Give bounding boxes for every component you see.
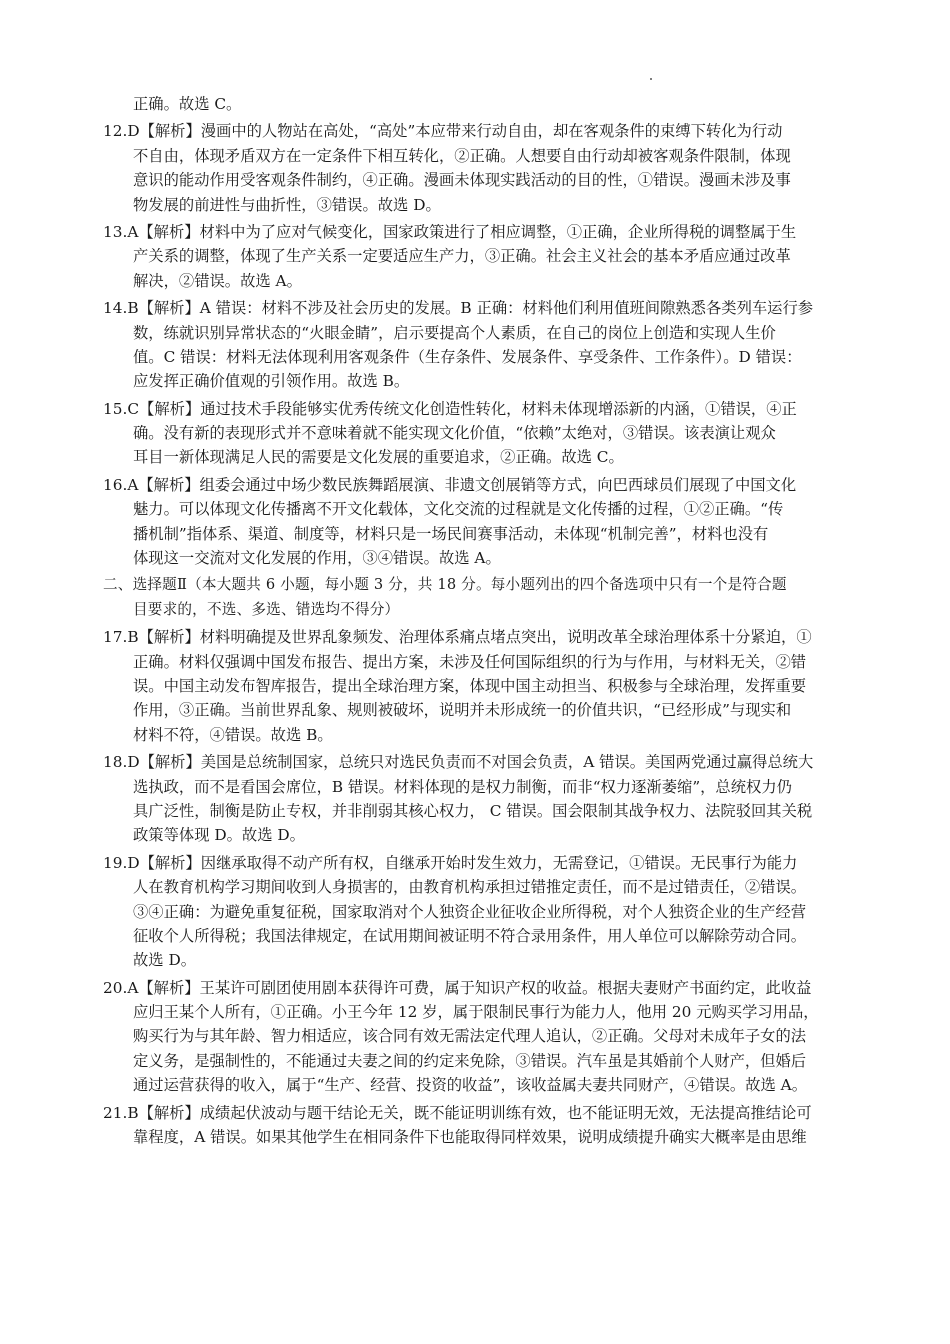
answer-line: 应归王某个人所有，①正确。小王今年 12 岁，属于限制民事行为能力人，他用 20 元购买学习用品， (133, 1003, 819, 1022)
answer-first-line: 16.A【解析】组委会通过中场少数民族舞蹈展演、非遗文创展销等方式，向巴西球员们展现了中国文化 (103, 475, 797, 494)
answer-first-line: 20.A【解析】王某许可剧团使用剧本获得许可费，属于知识产权的收益。根据夫妻财产书面约定，此收益 (103, 978, 812, 997)
answer-list-part2 (0, 625, 950, 1149)
answer-line: 人在教育机构学习期间收到人身损害的，由教育机构承担过错推定责任，而不是过错责任，②错误。 (133, 878, 807, 897)
answer-line: 播机制”指体系、渠道、制度等，材料只是一场民间赛事活动，未体现“机制完善”，材料也没有 (133, 524, 769, 543)
answer-line: ③④正确：为避免重复征税，国家取消对个人独资企业征收企业所得税，对个人独资企业的生产经营 (133, 902, 807, 921)
answer-item (0, 119, 950, 217)
answer-item (0, 1101, 950, 1150)
answer-item (0, 296, 950, 394)
answer-first-line: 12.D【解析】漫画中的人物站在高处，“高处”本应带来行动自由，却在客观条件的束缚下转化为行动 (103, 122, 783, 141)
answer-line: 征收个人所得税；我国法律规定，在试用期间被证明不符合录用条件，用人单位可以解除劳动合同。 (133, 926, 807, 945)
answer-line: 具广泛性，制衡是防止专权，并非削弱其核心权力， C 错误。国会限制其战争权力、法院驳回其关税 (133, 801, 813, 820)
answer-line: 靠程度，A 错误。如果其他学生在相同条件下也能取得同样效果，说明成绩提升确实大概率是由思维 (133, 1128, 807, 1147)
answer-line: 体现这一交流对文化发展的作用，③④错误。故选 A。 (133, 549, 501, 568)
answer-line: 故选 D。 (133, 951, 197, 970)
page-content (0, 92, 950, 1149)
answer-item (0, 473, 950, 571)
answer-line: 值。C 错误：材料无法体现利用客观条件（生存条件、发展条件、享受条件、工作条件）。D 错误： (133, 347, 802, 366)
answer-item (0, 851, 950, 973)
answer-line: 产关系的调整，体现了生产关系一定要适应生产力，③正确。社会主义社会的基本矛盾应通过改革 (133, 247, 791, 266)
answer-first-line: 21.B【解析】成绩起伏波动与题干结论无关，既不能证明训练有效，也不能证明无效，无法提高推结论可 (103, 1103, 812, 1122)
answer-first-line: 13.A【解析】材料中为了应对气候变化，国家政策进行了相应调整，①正确，企业所得税的调整属于生 (103, 222, 797, 241)
answer-line: 物发展的前进性与曲折性，③错误。故选 D。 (133, 195, 441, 214)
answer-list-part1 (0, 119, 950, 570)
answer-line: 正确。材料仅强调中国发布报告、提出方案，未涉及任何国际组织的行为与作用，与材料无关，②错 (133, 652, 807, 671)
answer-line: 政策等体现 D。故选 D。 (133, 826, 305, 845)
answer-line: 数，练就识别异常状态的“火眼金睛”，启示要提高个人素质，在自己的岗位上创造和实现人生价 (133, 323, 776, 342)
answer-first-line: 17.B【解析】材料明确提及世界乱象频发、治理体系痛点堵点突出，说明改革全球治理体系十分紧迫，① (103, 628, 812, 647)
answer-item (0, 750, 950, 848)
answer-first-line: 18.D【解析】美国是总统制国家，总统只对选民负责而不对国会负责，A 错误。美国两党通过赢得总统大 (103, 753, 814, 772)
section-heading-line: 目要求的，不选、多选、错选均不得分） (133, 600, 400, 618)
answer-first-line: 19.D【解析】因继承取得不动产所有权，自继承开始时发生效力，无需登记，①错误。无民事行为能力 (103, 853, 798, 872)
answer-line: 定义务，是强制性的，不能通过夫妻之间的约定来免除，③错误。汽车虽是其婚前个人财产，但婚后 (133, 1051, 807, 1070)
answer-line: 购买行为与其年龄、智力相适应，该合同有效无需法定代理人追认，②正确。父母对未成年子女的法 (133, 1027, 807, 1046)
answer-line: 误。中国主动发布智库报告，提出全球治理方案，体现中国主动担当、积极参与全球治理，发挥重要 (133, 676, 807, 695)
answer-item (0, 976, 950, 1098)
answer-item (0, 625, 950, 747)
answer-line: 应发挥正确价值观的引领作用。故选 B。 (133, 372, 410, 391)
answer-line: 不自由，体现矛盾双方在一定条件下相互转化，②正确。人想要自由行动却被客观条件限制，体现 (133, 146, 791, 165)
answer-line: 作用，③正确。当前世界乱象、规则被破坏，说明并未形成统一的价值共识，“已经形成”与现实和 (133, 701, 792, 720)
answer-line: 确。没有新的表现形式并不意味着就不能实现文化价值，“依赖”太绝对，③错误。该表演让观众 (133, 424, 776, 443)
answer-line: 魅力。可以体现文化传播离不开文化载体，文化交流的过程就是文化传播的过程，①②正确。“传 (133, 500, 784, 519)
continuation-line: 正确。故选 C。 (133, 95, 242, 113)
answer-item (0, 220, 950, 293)
answer-line: 材料不符，④错误。故选 B。 (133, 725, 333, 744)
answer-line: 意识的能动作用受客观条件制约，④正确。漫画未体现实践活动的目的性，①错误。漫画未涉及事 (133, 171, 791, 190)
scan-dot (650, 78, 652, 80)
answer-first-line: 15.C【解析】通过技术手段能够实优秀传统文化创造性转化，材料未体现增添新的内涵，①错误，④正 (103, 399, 797, 418)
answer-line: 通过运营获得的收入，属于“生产、经营、投资的收益”，该收益属夫妻共同财产，④错误。故选 A。 (133, 1076, 808, 1095)
answer-line: 选执政，而不是看国会席位，B 错误。材料体现的是权力制衡，而非“权力逐渐萎缩”，总统权力仍 (133, 777, 792, 796)
answer-line: 耳目一新体现满足人民的需要是文化发展的重要追求，②正确。故选 C。 (133, 448, 624, 467)
answer-item (0, 397, 950, 470)
section-heading-line: 二、选择题Ⅱ（本大题共 6 小题，每小题 3 分，共 18 分。每小题列出的四个备选项中只有一个是符合题 (103, 576, 787, 594)
section-heading (0, 573, 950, 622)
answer-first-line: 14.B【解析】A 错误：材料不涉及社会历史的发展。B 正确：材料他们利用值班间隙熟悉各类列车运行参 (103, 299, 814, 318)
answer-line: 解决，②错误。故选 A。 (133, 271, 302, 290)
